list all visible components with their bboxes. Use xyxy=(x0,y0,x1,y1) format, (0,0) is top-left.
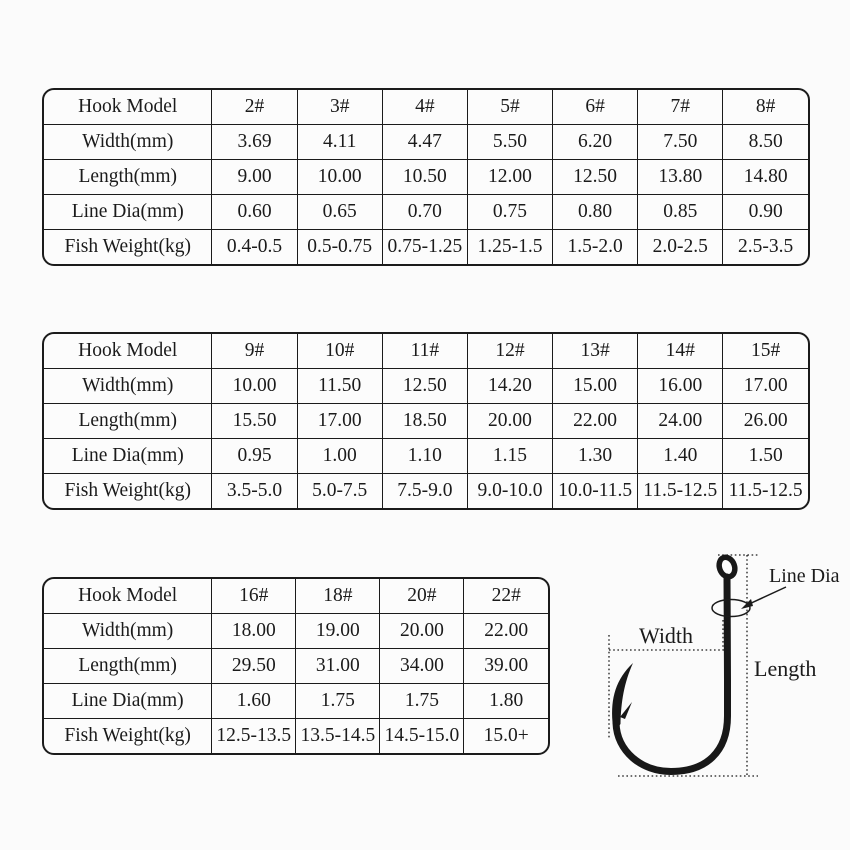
value-cell: 15.00 xyxy=(553,368,638,403)
value-cell: 1.75 xyxy=(380,684,464,719)
value-cell: 0.60 xyxy=(212,195,297,230)
row-header-cell: Width(mm) xyxy=(44,368,212,403)
value-cell: 1.10 xyxy=(382,439,467,474)
column-header-cell: 14# xyxy=(638,334,723,368)
value-cell: 9.00 xyxy=(212,159,297,194)
value-cell: 0.75 xyxy=(467,195,552,230)
column-header-cell: 7# xyxy=(638,90,723,124)
value-cell: 14.20 xyxy=(467,368,552,403)
row-header-cell: Fish Weight(kg) xyxy=(44,719,212,753)
table-row xyxy=(44,613,548,648)
table-row xyxy=(44,159,808,194)
value-cell: 1.15 xyxy=(467,439,552,474)
width-label: Width xyxy=(638,623,694,648)
value-cell: 1.80 xyxy=(464,684,548,719)
value-cell: 16.00 xyxy=(638,368,723,403)
value-cell: 1.75 xyxy=(296,684,380,719)
column-header-cell: 5# xyxy=(467,90,552,124)
value-cell: 7.5-9.0 xyxy=(382,474,467,508)
row-header-cell: Fish Weight(kg) xyxy=(44,230,212,264)
value-cell: 17.00 xyxy=(297,403,382,438)
value-cell: 11.50 xyxy=(297,368,382,403)
value-cell: 17.00 xyxy=(723,368,808,403)
value-cell: 2.5-3.5 xyxy=(723,230,808,264)
value-cell: 0.90 xyxy=(723,195,808,230)
hook-barb xyxy=(620,702,632,719)
value-cell: 39.00 xyxy=(464,648,548,683)
value-cell: 20.00 xyxy=(380,613,464,648)
column-header-cell: 11# xyxy=(382,334,467,368)
value-cell: 1.30 xyxy=(553,439,638,474)
column-header-cell: 22# xyxy=(464,579,548,613)
column-header-cell: 2# xyxy=(212,90,297,124)
hook-spec-table-2-grid xyxy=(44,334,808,508)
value-cell: 22.00 xyxy=(464,613,548,648)
column-header-cell: 4# xyxy=(382,90,467,124)
value-cell: 0.4-0.5 xyxy=(212,230,297,264)
value-cell: 0.85 xyxy=(638,195,723,230)
table-row xyxy=(44,474,808,508)
value-cell: 12.00 xyxy=(467,159,552,194)
value-cell: 11.5-12.5 xyxy=(638,474,723,508)
value-cell: 18.50 xyxy=(382,403,467,438)
column-header-cell: 18# xyxy=(296,579,380,613)
row-header-cell: Line Dia(mm) xyxy=(44,195,212,230)
hook-spec-table-3-grid xyxy=(44,579,548,753)
value-cell: 29.50 xyxy=(212,648,296,683)
row-header-cell: Length(mm) xyxy=(44,159,212,194)
value-cell: 14.5-15.0 xyxy=(380,719,464,753)
length-label: Length xyxy=(754,656,817,681)
value-cell: 26.00 xyxy=(723,403,808,438)
column-header-cell: 6# xyxy=(553,90,638,124)
value-cell: 15.50 xyxy=(212,403,297,438)
value-cell: 34.00 xyxy=(380,648,464,683)
column-header-cell: 15# xyxy=(723,334,808,368)
value-cell: 19.00 xyxy=(296,613,380,648)
table-row xyxy=(44,579,548,613)
value-cell: 2.0-2.5 xyxy=(638,230,723,264)
table-row xyxy=(44,684,548,719)
hook-shank-and-bend xyxy=(616,577,728,772)
value-cell: 4.11 xyxy=(297,124,382,159)
row-header-cell: Width(mm) xyxy=(44,613,212,648)
value-cell: 0.95 xyxy=(212,439,297,474)
value-cell: 11.5-12.5 xyxy=(723,474,808,508)
value-cell: 0.80 xyxy=(553,195,638,230)
column-header-cell: 9# xyxy=(212,334,297,368)
column-header-cell: 10# xyxy=(297,334,382,368)
hook-spec-table-3 xyxy=(42,577,550,755)
table-row xyxy=(44,195,808,230)
row-header-cell: Hook Model xyxy=(44,334,212,368)
line-dia-label: Line Dia xyxy=(769,565,840,587)
row-header-cell: Fish Weight(kg) xyxy=(44,474,212,508)
column-header-cell: 12# xyxy=(467,334,552,368)
column-header-cell: 16# xyxy=(212,579,296,613)
hook-measurement-diagram xyxy=(555,530,850,830)
row-header-cell: Line Dia(mm) xyxy=(44,684,212,719)
value-cell: 15.0+ xyxy=(464,719,548,753)
line-dia-arrowhead xyxy=(741,599,753,609)
value-cell: 3.5-5.0 xyxy=(212,474,297,508)
table-row xyxy=(44,90,808,124)
hook-spec-table-1-grid xyxy=(44,90,808,264)
column-header-cell: 20# xyxy=(380,579,464,613)
table-row xyxy=(44,124,808,159)
value-cell: 8.50 xyxy=(723,124,808,159)
value-cell: 14.80 xyxy=(723,159,808,194)
value-cell: 0.75-1.25 xyxy=(382,230,467,264)
row-header-cell: Hook Model xyxy=(44,90,212,124)
value-cell: 1.00 xyxy=(297,439,382,474)
value-cell: 10.50 xyxy=(382,159,467,194)
value-cell: 6.20 xyxy=(553,124,638,159)
value-cell: 10.0-11.5 xyxy=(553,474,638,508)
value-cell: 3.69 xyxy=(212,124,297,159)
table-row xyxy=(44,439,808,474)
value-cell: 5.0-7.5 xyxy=(297,474,382,508)
value-cell: 10.00 xyxy=(212,368,297,403)
table-row xyxy=(44,368,808,403)
value-cell: 4.47 xyxy=(382,124,467,159)
value-cell: 12.50 xyxy=(553,159,638,194)
value-cell: 20.00 xyxy=(467,403,552,438)
value-cell: 0.5-0.75 xyxy=(297,230,382,264)
value-cell: 1.60 xyxy=(212,684,296,719)
value-cell: 0.70 xyxy=(382,195,467,230)
column-header-cell: 3# xyxy=(297,90,382,124)
value-cell: 18.00 xyxy=(212,613,296,648)
row-header-cell: Length(mm) xyxy=(44,648,212,683)
value-cell: 1.25-1.5 xyxy=(467,230,552,264)
value-cell: 13.80 xyxy=(638,159,723,194)
table-row xyxy=(44,648,548,683)
column-header-cell: 8# xyxy=(723,90,808,124)
table-row xyxy=(44,230,808,264)
table-row xyxy=(44,334,808,368)
value-cell: 5.50 xyxy=(467,124,552,159)
value-cell: 31.00 xyxy=(296,648,380,683)
hook-spec-table-1 xyxy=(42,88,810,266)
column-header-cell: 13# xyxy=(553,334,638,368)
value-cell: 10.00 xyxy=(297,159,382,194)
value-cell: 12.50 xyxy=(382,368,467,403)
value-cell: 12.5-13.5 xyxy=(212,719,296,753)
row-header-cell: Width(mm) xyxy=(44,124,212,159)
value-cell: 0.65 xyxy=(297,195,382,230)
table-row xyxy=(44,403,808,438)
value-cell: 1.50 xyxy=(723,439,808,474)
row-header-cell: Hook Model xyxy=(44,579,212,613)
row-header-cell: Line Dia(mm) xyxy=(44,439,212,474)
hook-spec-table-2 xyxy=(42,332,810,510)
value-cell: 24.00 xyxy=(638,403,723,438)
value-cell: 1.40 xyxy=(638,439,723,474)
row-header-cell: Length(mm) xyxy=(44,403,212,438)
value-cell: 13.5-14.5 xyxy=(296,719,380,753)
value-cell: 7.50 xyxy=(638,124,723,159)
value-cell: 9.0-10.0 xyxy=(467,474,552,508)
value-cell: 1.5-2.0 xyxy=(553,230,638,264)
line-dia-leader-line xyxy=(747,587,786,605)
value-cell: 22.00 xyxy=(553,403,638,438)
table-row xyxy=(44,719,548,753)
